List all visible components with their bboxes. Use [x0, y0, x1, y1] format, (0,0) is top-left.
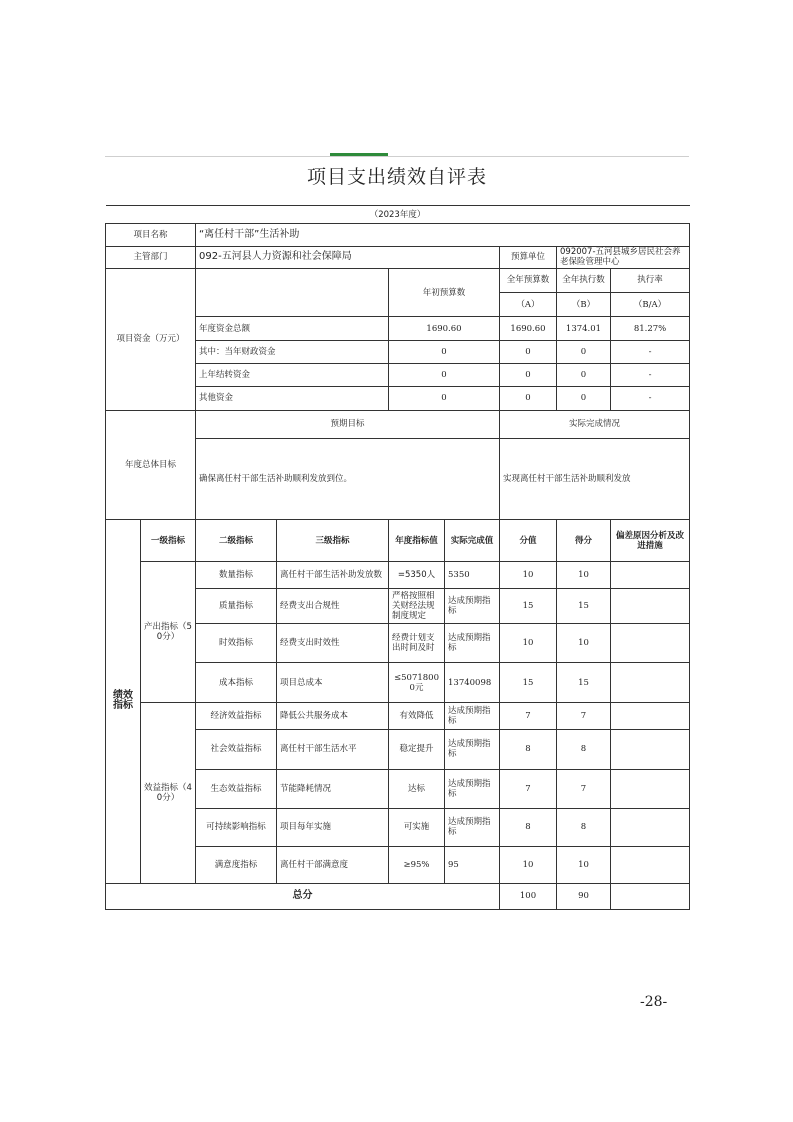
actual-cell: 达成预期指标 [445, 588, 500, 623]
score-value-cell: 15 [500, 662, 557, 703]
total-score: 90 [557, 883, 611, 909]
annual-budget-sub: （A） [500, 293, 557, 317]
score-value-cell: 8 [500, 808, 557, 846]
note-cell [611, 562, 690, 588]
indicator-header-row [106, 519, 690, 562]
initial-budget-header: 年初预算数 [389, 268, 500, 317]
target-cell: 可实施 [389, 808, 445, 846]
actual-cell: 达成预期指标 [445, 703, 500, 729]
l3-cell: 经费支出合规性 [277, 588, 389, 623]
project-value: “离任村干部”生活补助 [196, 224, 690, 246]
target-cell: =5350人 [389, 562, 445, 588]
score-value-cell: 10 [500, 847, 557, 883]
funds-row-initial: 0 [389, 340, 500, 363]
actual-cell: 13740098 [445, 662, 500, 703]
funds-row-initial: 1690.60 [389, 317, 500, 340]
top-rule [105, 156, 689, 157]
l2-cell: 质量指标 [196, 588, 277, 623]
score-cell: 10 [557, 847, 611, 883]
l3-cell: 离任村干部生活补助发放数 [277, 562, 389, 588]
l2-cell: 社会效益指标 [196, 729, 277, 770]
page-title: 项目支出绩效自评表 [306, 166, 487, 188]
actual-cell: 95 [445, 847, 500, 883]
header-target: 年度指标值 [389, 519, 445, 562]
l2-cell: 经济效益指标 [196, 703, 277, 729]
actual-goal-header: 实际完成情况 [500, 410, 690, 438]
indicator-row [106, 562, 690, 588]
l3-cell: 项目每年实施 [277, 808, 389, 846]
funds-row-rate: 81.27% [611, 317, 690, 340]
funds-header-row [106, 268, 690, 292]
score-value-cell: 7 [500, 770, 557, 808]
score-value-cell: 15 [500, 588, 557, 623]
header-actual: 实际完成值 [445, 519, 500, 562]
year-label: （2023年度） [106, 206, 690, 224]
funds-row-name: 上年结转资金 [196, 363, 389, 386]
actual-cell: 达成预期指标 [445, 729, 500, 770]
funds-row-executed: 0 [557, 387, 611, 410]
l2-cell: 成本指标 [196, 662, 277, 703]
funds-blank [196, 268, 389, 317]
indicator-row [106, 703, 690, 729]
funds-row-executed: 1374.01 [557, 317, 611, 340]
note-cell [611, 662, 690, 703]
l3-cell: 节能降耗情况 [277, 770, 389, 808]
group-label: 效益指标（40分） [141, 703, 196, 883]
target-text: 严格按照相关财经法规制度规定 [392, 591, 435, 622]
page-number: -28- [640, 994, 668, 1010]
actual-cell: 5350 [445, 562, 500, 588]
score-cell: 10 [557, 624, 611, 662]
funds-row-rate: - [611, 387, 690, 410]
target-cell: 稳定提升 [389, 729, 445, 770]
target-cell: ≤50718000元 [389, 662, 445, 703]
score-cell: 15 [557, 662, 611, 703]
funds-row-executed: 0 [557, 363, 611, 386]
actual-cell: 达成预期指标 [445, 770, 500, 808]
note-cell [611, 770, 690, 808]
funds-row-initial: 0 [389, 363, 500, 386]
funds-row-initial: 0 [389, 387, 500, 410]
year-row [106, 206, 690, 224]
total-note [611, 883, 690, 909]
indicators-section-label: 绩效指标 [106, 519, 141, 883]
target-cell [389, 588, 445, 623]
score-cell: 15 [557, 588, 611, 623]
expected-goal: 确保离任村干部生活补助顺利发放到位。 [196, 438, 500, 519]
header-l2: 二级指标 [196, 519, 277, 562]
l2-cell: 生态效益指标 [196, 770, 277, 808]
funds-row-rate: - [611, 340, 690, 363]
goals-header-row [106, 410, 690, 438]
funds-row-name: 年度资金总额 [196, 317, 389, 340]
unit-label: 预算单位 [500, 246, 557, 268]
l2-cell: 可持续影响指标 [196, 808, 277, 846]
actual-cell: 达成预期指标 [445, 624, 500, 662]
executed-sub: （B） [557, 293, 611, 317]
header-l3: 三级指标 [277, 519, 389, 562]
funds-row-name: 其他资金 [196, 387, 389, 410]
total-score-value: 100 [500, 883, 557, 909]
expected-goal-header: 预期目标 [196, 410, 500, 438]
funds-row-name: 其中：当年财政资金 [196, 340, 389, 363]
l3-cell: 项目总成本 [277, 662, 389, 703]
evaluation-table [105, 205, 689, 910]
actual-goal: 实现离任村干部生活补助顺利发放 [500, 438, 690, 519]
score-value-cell: 10 [500, 562, 557, 588]
score-cell: 8 [557, 729, 611, 770]
target-cell [389, 624, 445, 662]
project-label: 项目名称 [106, 224, 196, 246]
score-value-cell: 10 [500, 624, 557, 662]
score-cell: 7 [557, 770, 611, 808]
score-cell: 7 [557, 703, 611, 729]
annual-budget-header: 全年预算数 [500, 268, 557, 292]
total-label: 总分 [106, 883, 500, 909]
funds-row-annual: 0 [500, 340, 557, 363]
target-text: 经费计划支出时间及时 [392, 633, 435, 653]
note-cell [611, 729, 690, 770]
header-l1: 一级指标 [141, 519, 196, 562]
department-row [106, 246, 690, 268]
note-cell [611, 588, 690, 623]
actual-cell: 达成预期指标 [445, 808, 500, 846]
header-note: 偏差原因分析及改进措施 [611, 519, 690, 562]
l2-cell: 满意度指标 [196, 847, 277, 883]
executed-header: 全年执行数 [557, 268, 611, 292]
note-cell [611, 703, 690, 729]
funds-row-annual: 0 [500, 363, 557, 386]
funds-row-executed: 0 [557, 340, 611, 363]
score-cell: 10 [557, 562, 611, 588]
total-row [106, 883, 690, 909]
l2-cell: 数量指标 [196, 562, 277, 588]
funds-row-rate: - [611, 363, 690, 386]
score-value-cell: 8 [500, 729, 557, 770]
l2-cell: 时效指标 [196, 624, 277, 662]
target-cell: 有效降低 [389, 703, 445, 729]
unit-value: 092007-五河县城乡居民社会养老保险管理中心 [557, 246, 690, 268]
group-label: 产出指标（50分） [141, 562, 196, 703]
funds-label: 项目资金（万元） [106, 268, 196, 410]
project-row [106, 224, 690, 246]
score-cell: 8 [557, 808, 611, 846]
header-score: 得分 [557, 519, 611, 562]
l3-cell: 经费支出时效性 [277, 624, 389, 662]
department-label: 主管部门 [106, 246, 196, 268]
score-value-cell: 7 [500, 703, 557, 729]
rate-sub: （B/A） [611, 293, 690, 317]
rate-header: 执行率 [611, 268, 690, 292]
department-value: 092-五河县人力资源和社会保障局 [196, 246, 500, 268]
l3-cell: 降低公共服务成本 [277, 703, 389, 729]
note-cell [611, 847, 690, 883]
note-cell [611, 808, 690, 846]
target-cell: ≥95% [389, 847, 445, 883]
note-cell [611, 624, 690, 662]
target-cell: 达标 [389, 770, 445, 808]
header-score-value: 分值 [500, 519, 557, 562]
l3-cell: 离任村干部生活水平 [277, 729, 389, 770]
funds-row-annual: 1690.60 [500, 317, 557, 340]
goals-label: 年度总体目标 [106, 410, 196, 519]
funds-row-annual: 0 [500, 387, 557, 410]
l3-cell: 离任村干部满意度 [277, 847, 389, 883]
